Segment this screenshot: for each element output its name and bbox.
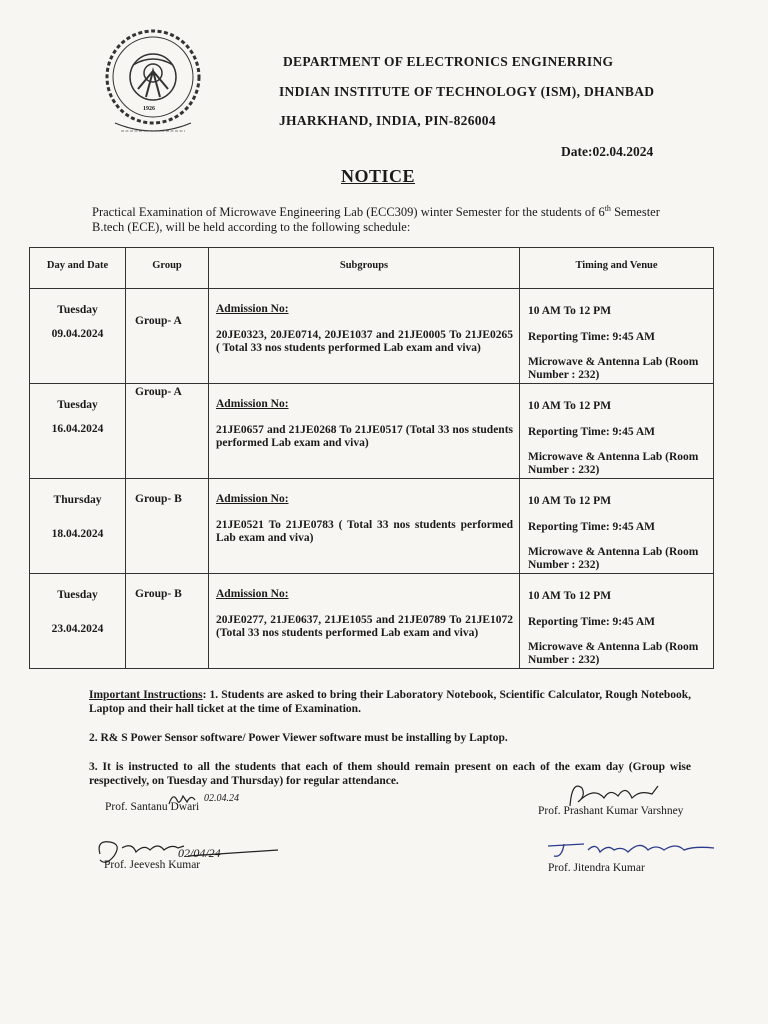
institute-seal-icon [103,27,203,155]
reporting-time: Reporting Time: 9:45 AM [528,426,656,438]
date: 09.04.2024 [51,328,104,340]
venue: Microwave & Antenna Lab (Room Number : 232) [528,641,699,666]
table-row [30,384,714,479]
venue: Microwave & Antenna Lab (Room Number : 232) [528,546,699,571]
day: Tuesday [57,399,98,411]
table-row [30,574,714,669]
group: Group- B [135,493,182,505]
prof-jeevesh-kumar: Prof. Jeevesh Kumar [104,859,201,871]
cell-group [126,479,209,574]
date: 23.04.2024 [51,623,104,635]
admission-label: Admission No: [216,588,289,600]
header-day-date: Day and Date [30,248,126,289]
venue: Microwave & Antenna Lab (Room Number : 232) [528,356,699,381]
date: 16.04.2024 [51,423,104,435]
signature-date-3: 02/04/24 [178,846,221,860]
cell-subgroups [209,384,520,479]
timing: 10 AM To 12 PM [528,495,612,507]
group: Group- A [135,315,182,327]
intro-paragraph [92,201,692,235]
cell-timing-venue [520,574,714,669]
reporting-time: Reporting Time: 9:45 AM [528,616,656,628]
prof-prashant-kumar-varshney: Prof. Prashant Kumar Varshney [538,805,684,817]
intro-text-1: Practical Examination of Microwave Engineering Lab (ECC309) winter Semester for the students of 6 [92,205,605,220]
notice-date: Date:02.04.2024 [561,144,654,159]
header-subgroups: Subgroups [209,248,520,289]
cell-subgroups [209,289,520,384]
day: Thursday [53,494,102,506]
date: 18.04.2024 [51,528,104,540]
instructions-heading: Important Instructions [89,689,203,701]
day: Tuesday [57,304,98,316]
schedule-table [29,247,714,669]
instruction-2: 2. R& S Power Sensor software/ Power Viewer software must be installing by Laptop. [89,732,508,744]
table-row [30,289,714,384]
prof-santanu-dwari: Prof. Santanu Dwari [105,801,200,813]
instruction-1-text: : 1. Students are asked to bring their Laboratory Notebook, Scientific Calculator, Rough Notebook, Laptop and their hall ticket at the time of Examination. [89,689,691,715]
admission-list: 20JE0277, 21JE0637, 21JE1055 and 21JE0789 To 21JE1072 (Total 33 nos students performed Lab exam and viva) [216,614,513,639]
institute-address: JHARKHAND, INDIA, PIN-826004 [279,113,496,128]
cell-timing-venue [520,384,714,479]
table-row [30,479,714,574]
header-group: Group [126,248,209,289]
instruction-1 [89,688,691,716]
admission-label: Admission No: [216,493,289,505]
seal-year: 1926 [143,106,155,112]
admission-list: 21JE0657 and 21JE0268 To 21JE0517 (Total 33 nos students performed Lab exam and viva) [216,424,513,449]
cell-timing-venue [520,479,714,574]
cell-group [126,384,209,479]
reporting-time: Reporting Time: 9:45 AM [528,521,656,533]
admission-list: 20JE0323, 20JE0714, 20JE1037 and 21JE0005 To 21JE0265 ( Total 33 nos students performed Lab exam and viva) [216,329,513,354]
signature-jitendra-kumar [544,836,719,862]
intro-text-2: Semester B.tech (ECE), will be held according to the following schedule: [92,205,660,235]
group: Group- B [135,588,182,600]
reporting-time: Reporting Time: 9:45 AM [528,331,656,343]
timing: 10 AM To 12 PM [528,305,612,317]
timing: 10 AM To 12 PM [528,400,612,412]
prof-jitendra-kumar: Prof. Jitendra Kumar [548,862,645,874]
venue: Microwave & Antenna Lab (Room Number : 232) [528,451,699,476]
header-timing-venue: Timing and Venue [520,248,714,289]
notice-title: NOTICE [341,166,416,186]
cell-day-date [30,384,126,479]
group: Group- A [135,386,182,398]
table-header-row [30,248,714,289]
cell-timing-venue [520,289,714,384]
cell-day-date [30,289,126,384]
cell-group [126,574,209,669]
admission-label: Admission No: [216,398,289,410]
signature-date-1: 02.04.24 [204,793,239,804]
admission-list: 21JE0521 To 21JE0783 ( Total 33 nos students performed Lab exam and viva) [216,519,513,544]
cell-day-date [30,479,126,574]
cell-group [126,289,209,384]
cell-subgroups [209,574,520,669]
department-name: DEPARTMENT OF ELECTRONICS ENGINERRING [283,54,614,69]
day: Tuesday [57,589,98,601]
cell-day-date [30,574,126,669]
institute-name: INDIAN INSTITUTE OF TECHNOLOGY (ISM), DHANBAD [279,84,655,99]
admission-label: Admission No: [216,303,289,315]
cell-subgroups [209,479,520,574]
instruction-3: 3. It is instructed to all the students that each of them should remain present on each of the exam day (Group wise respectively, on Tuesday and Thursday) for regular attendance. [89,761,691,787]
timing: 10 AM To 12 PM [528,590,612,602]
intro-sup: th [604,204,611,213]
